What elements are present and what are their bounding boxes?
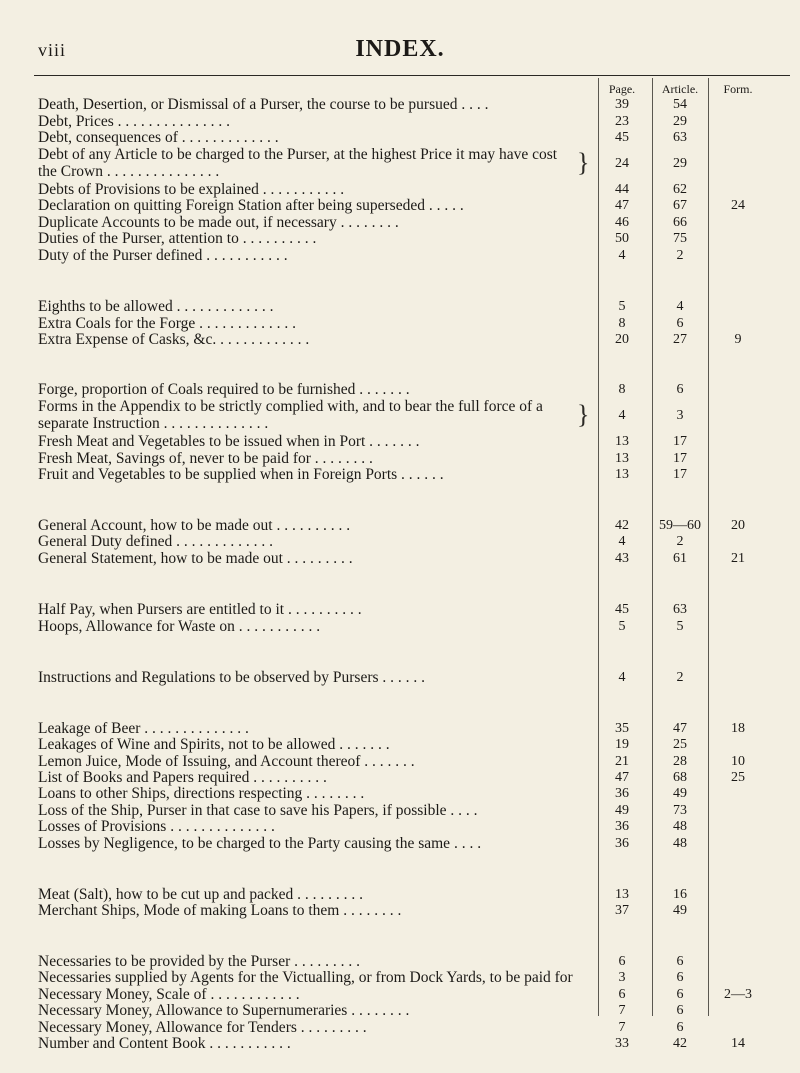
entry-text: Debt of any Article to be charged to the Purser, at the highest Price it may have cost the Crown . . . . . . . . . . . . . . . bbox=[38, 146, 558, 180]
entry-text: Leakage of Beer . . . . . . . . . . . . . . bbox=[38, 720, 249, 737]
entry-page-number: 19 bbox=[615, 737, 629, 752]
column-divider bbox=[652, 78, 653, 1016]
entry-article-number: 2 bbox=[676, 534, 684, 549]
entry-text: Eighths to be allowed . . . . . . . . . . . . . bbox=[38, 298, 274, 315]
entry-page-number: 13 bbox=[615, 434, 629, 449]
entry-article-number: 3 bbox=[676, 408, 684, 423]
entry-page-number: 4 bbox=[618, 248, 626, 263]
entry-page-number: 33 bbox=[615, 1036, 629, 1051]
entry-article-number: 6 bbox=[676, 987, 684, 1002]
column-header-page: Page. bbox=[608, 82, 636, 96]
entry-article-number: 68 bbox=[673, 770, 687, 785]
entry-text: Duplicate Accounts to be made out, if necessary . . . . . . . . bbox=[38, 214, 399, 231]
entry-article-number: 17 bbox=[673, 451, 687, 466]
entry-form-number: 21 bbox=[731, 551, 745, 566]
entry-page-number: 3 bbox=[618, 970, 626, 985]
entry-article-number: 29 bbox=[673, 156, 687, 171]
entry-text: Fruit and Vegetables to be supplied when in Foreign Ports . . . . . . bbox=[38, 466, 444, 483]
entry-article-number: 62 bbox=[673, 182, 687, 197]
entry-page-number: 4 bbox=[618, 670, 626, 685]
entry-article-number: 63 bbox=[673, 130, 687, 145]
entry-form-number: 24 bbox=[731, 198, 745, 213]
entry-article-number: 29 bbox=[673, 114, 687, 129]
entry-page-number: 13 bbox=[615, 467, 629, 482]
entry-text: Necessaries supplied by Agents for the Victualling, or from Dock Yards, to be paid for bbox=[38, 969, 573, 986]
entry-article-number: 59—60 bbox=[659, 518, 701, 533]
page-title: INDEX. bbox=[355, 36, 445, 62]
entry-text: Merchant Ships, Mode of making Loans to them . . . . . . . . bbox=[38, 902, 402, 919]
entry-article-number: 6 bbox=[676, 954, 684, 969]
entry-page-number: 23 bbox=[615, 114, 629, 129]
entry-text: List of Books and Papers required . . . . . . . . . . bbox=[38, 769, 327, 786]
entry-page-number: 49 bbox=[615, 803, 629, 818]
entry-text: Debt, consequences of . . . . . . . . . . . . . bbox=[38, 129, 279, 146]
entry-text: Necessaries to be provided by the Purser . . . . . . . . . bbox=[38, 953, 360, 970]
entry-page-number: 43 bbox=[615, 551, 629, 566]
entry-article-number: 49 bbox=[673, 903, 687, 918]
entry-article-number: 17 bbox=[673, 434, 687, 449]
entry-article-number: 28 bbox=[673, 754, 687, 769]
entry-text: Losses by Negligence, to be charged to the Party causing the same . . . . bbox=[38, 835, 482, 852]
entry-article-number: 54 bbox=[673, 97, 687, 112]
brace-glyph: } bbox=[577, 148, 590, 177]
entry-page-number: 35 bbox=[615, 721, 629, 736]
entry-text: Fresh Meat and Vegetables to be issued when in Port . . . . . . . bbox=[38, 433, 420, 450]
entry-page-number: 47 bbox=[615, 770, 629, 785]
entry-page-number: 20 bbox=[615, 332, 629, 347]
entry-text: General Duty defined . . . . . . . . . . . . . bbox=[38, 533, 274, 550]
entry-article-number: 61 bbox=[673, 551, 687, 566]
entry-form-number: 2—3 bbox=[724, 987, 752, 1002]
entry-text: Declaration on quitting Foreign Station after being superseded . . . . . bbox=[38, 197, 464, 214]
entry-page-number: 36 bbox=[615, 786, 629, 801]
entry-text: Leakages of Wine and Spirits, not to be allowed . . . . . . . bbox=[38, 736, 390, 753]
entry-form-number: 14 bbox=[731, 1036, 745, 1051]
entry-page-number: 42 bbox=[615, 518, 629, 533]
entry-text: Necessary Money, Allowance for Tenders . . . . . . . . . bbox=[38, 1019, 367, 1036]
column-divider bbox=[598, 78, 599, 1016]
page-folio: viii bbox=[38, 40, 67, 60]
entry-article-number: 48 bbox=[673, 819, 687, 834]
entry-text: Instructions and Regulations to be observed by Pursers . . . . . . bbox=[38, 669, 426, 686]
entry-article-number: 27 bbox=[673, 332, 687, 347]
entry-text: Hoops, Allowance for Waste on . . . . . . . . . . . bbox=[38, 618, 321, 635]
entry-text: Debt, Prices . . . . . . . . . . . . . . . bbox=[38, 113, 231, 130]
entry-page-number: 13 bbox=[615, 451, 629, 466]
entry-article-number: 47 bbox=[673, 721, 687, 736]
entry-page-number: 36 bbox=[615, 819, 629, 834]
entry-text: General Account, how to be made out . . . . . . . . . . bbox=[38, 517, 351, 534]
entry-page-number: 5 bbox=[618, 299, 626, 314]
entry-page-number: 44 bbox=[615, 182, 629, 197]
entry-text: Necessary Money, Allowance to Supernumeraries . . . . . . . . bbox=[38, 1002, 410, 1019]
entry-text: General Statement, how to be made out . . . . . . . . . bbox=[38, 550, 353, 567]
column-header-form: Form. bbox=[723, 82, 753, 96]
entry-page-number: 6 bbox=[618, 987, 626, 1002]
entry-text: Duties of the Purser, attention to . . . . . . . . . . bbox=[38, 230, 317, 247]
entry-page-number: 7 bbox=[618, 1003, 626, 1018]
entry-text: Duty of the Purser defined . . . . . . . . . . . bbox=[38, 247, 288, 264]
entry-form-number: 10 bbox=[731, 754, 745, 769]
entry-text: Necessary Money, Scale of . . . . . . . . . . . . bbox=[38, 986, 300, 1003]
entry-page-number: 8 bbox=[618, 382, 626, 397]
entry-article-number: 2 bbox=[676, 670, 684, 685]
entry-page-number: 37 bbox=[615, 903, 629, 918]
entry-form-number: 20 bbox=[731, 518, 745, 533]
entry-page-number: 8 bbox=[618, 316, 626, 331]
header-rule bbox=[34, 75, 790, 76]
entry-form-number: 25 bbox=[731, 770, 745, 785]
entry-article-number: 6 bbox=[676, 1020, 684, 1035]
entry-form-number: 18 bbox=[731, 721, 745, 736]
entry-text: Extra Expense of Casks, &c. . . . . . . . . . . . . bbox=[38, 331, 310, 348]
entry-article-number: 17 bbox=[673, 467, 687, 482]
entry-text: Meat (Salt), how to be cut up and packed . . . . . . . . . bbox=[38, 886, 363, 903]
entry-page-number: 4 bbox=[618, 408, 626, 423]
entry-page-number: 21 bbox=[615, 754, 629, 769]
entry-page-number: 7 bbox=[618, 1020, 626, 1035]
entry-text: Death, Desertion, or Dismissal of a Purser, the course to be pursued . . . . bbox=[38, 96, 489, 113]
entry-text: Fresh Meat, Savings of, never to be paid for . . . . . . . . bbox=[38, 450, 373, 467]
entry-page-number: 5 bbox=[618, 619, 626, 634]
entry-page-number: 45 bbox=[615, 602, 629, 617]
entry-form-number: 9 bbox=[734, 332, 742, 347]
entry-text: Loss of the Ship, Purser in that case to save his Papers, if possible . . . . bbox=[38, 802, 478, 819]
entry-article-number: 6 bbox=[676, 382, 684, 397]
entry-text: Extra Coals for the Forge . . . . . . . . . . . . . bbox=[38, 315, 297, 332]
entry-article-number: 75 bbox=[673, 231, 687, 246]
entry-article-number: 25 bbox=[673, 737, 687, 752]
entry-text: Loans to other Ships, directions respecting . . . . . . . . bbox=[38, 785, 365, 802]
entry-article-number: 63 bbox=[673, 602, 687, 617]
entry-page-number: 13 bbox=[615, 887, 629, 902]
entry-page-number: 24 bbox=[615, 156, 629, 171]
entry-page-number: 6 bbox=[618, 954, 626, 969]
entry-article-number: 16 bbox=[673, 887, 687, 902]
entry-page-number: 36 bbox=[615, 836, 629, 851]
entry-page-number: 47 bbox=[615, 198, 629, 213]
entry-page-number: 4 bbox=[618, 534, 626, 549]
brace-glyph: } bbox=[577, 400, 590, 429]
column-header-article: Article. bbox=[661, 82, 699, 96]
entry-article-number: 48 bbox=[673, 836, 687, 851]
entry-text: Number and Content Book . . . . . . . . . . . bbox=[38, 1035, 291, 1052]
entry-article-number: 6 bbox=[676, 970, 684, 985]
entry-article-number: 6 bbox=[676, 1003, 684, 1018]
entry-article-number: 66 bbox=[673, 215, 687, 230]
entry-text: Forge, proportion of Coals required to be furnished . . . . . . . bbox=[38, 381, 410, 398]
entry-article-number: 42 bbox=[673, 1036, 687, 1051]
entry-page-number: 39 bbox=[615, 97, 629, 112]
entry-text: Forms in the Appendix to be strictly complied with, and to bear the full force of a separate Instruction . . . . . . . . . . . . . . bbox=[38, 398, 543, 432]
entry-article-number: 2 bbox=[676, 248, 684, 263]
entry-page-number: 45 bbox=[615, 130, 629, 145]
entry-text: Half Pay, when Pursers are entitled to it . . . . . . . . . . bbox=[38, 601, 362, 618]
entry-article-number: 6 bbox=[676, 316, 684, 331]
column-divider bbox=[708, 78, 709, 1016]
entry-text: Lemon Juice, Mode of Issuing, and Account thereof . . . . . . . bbox=[38, 753, 415, 770]
entry-article-number: 67 bbox=[673, 198, 687, 213]
entry-article-number: 73 bbox=[673, 803, 687, 818]
entry-page-number: 50 bbox=[615, 231, 629, 246]
entry-article-number: 4 bbox=[676, 299, 684, 314]
entry-text: Losses of Provisions . . . . . . . . . . . . . . bbox=[38, 818, 275, 835]
entry-article-number: 49 bbox=[673, 786, 687, 801]
entry-page-number: 46 bbox=[615, 215, 629, 230]
entry-text: Debts of Provisions to be explained . . . . . . . . . . . bbox=[38, 181, 345, 198]
entry-article-number: 5 bbox=[676, 619, 684, 634]
